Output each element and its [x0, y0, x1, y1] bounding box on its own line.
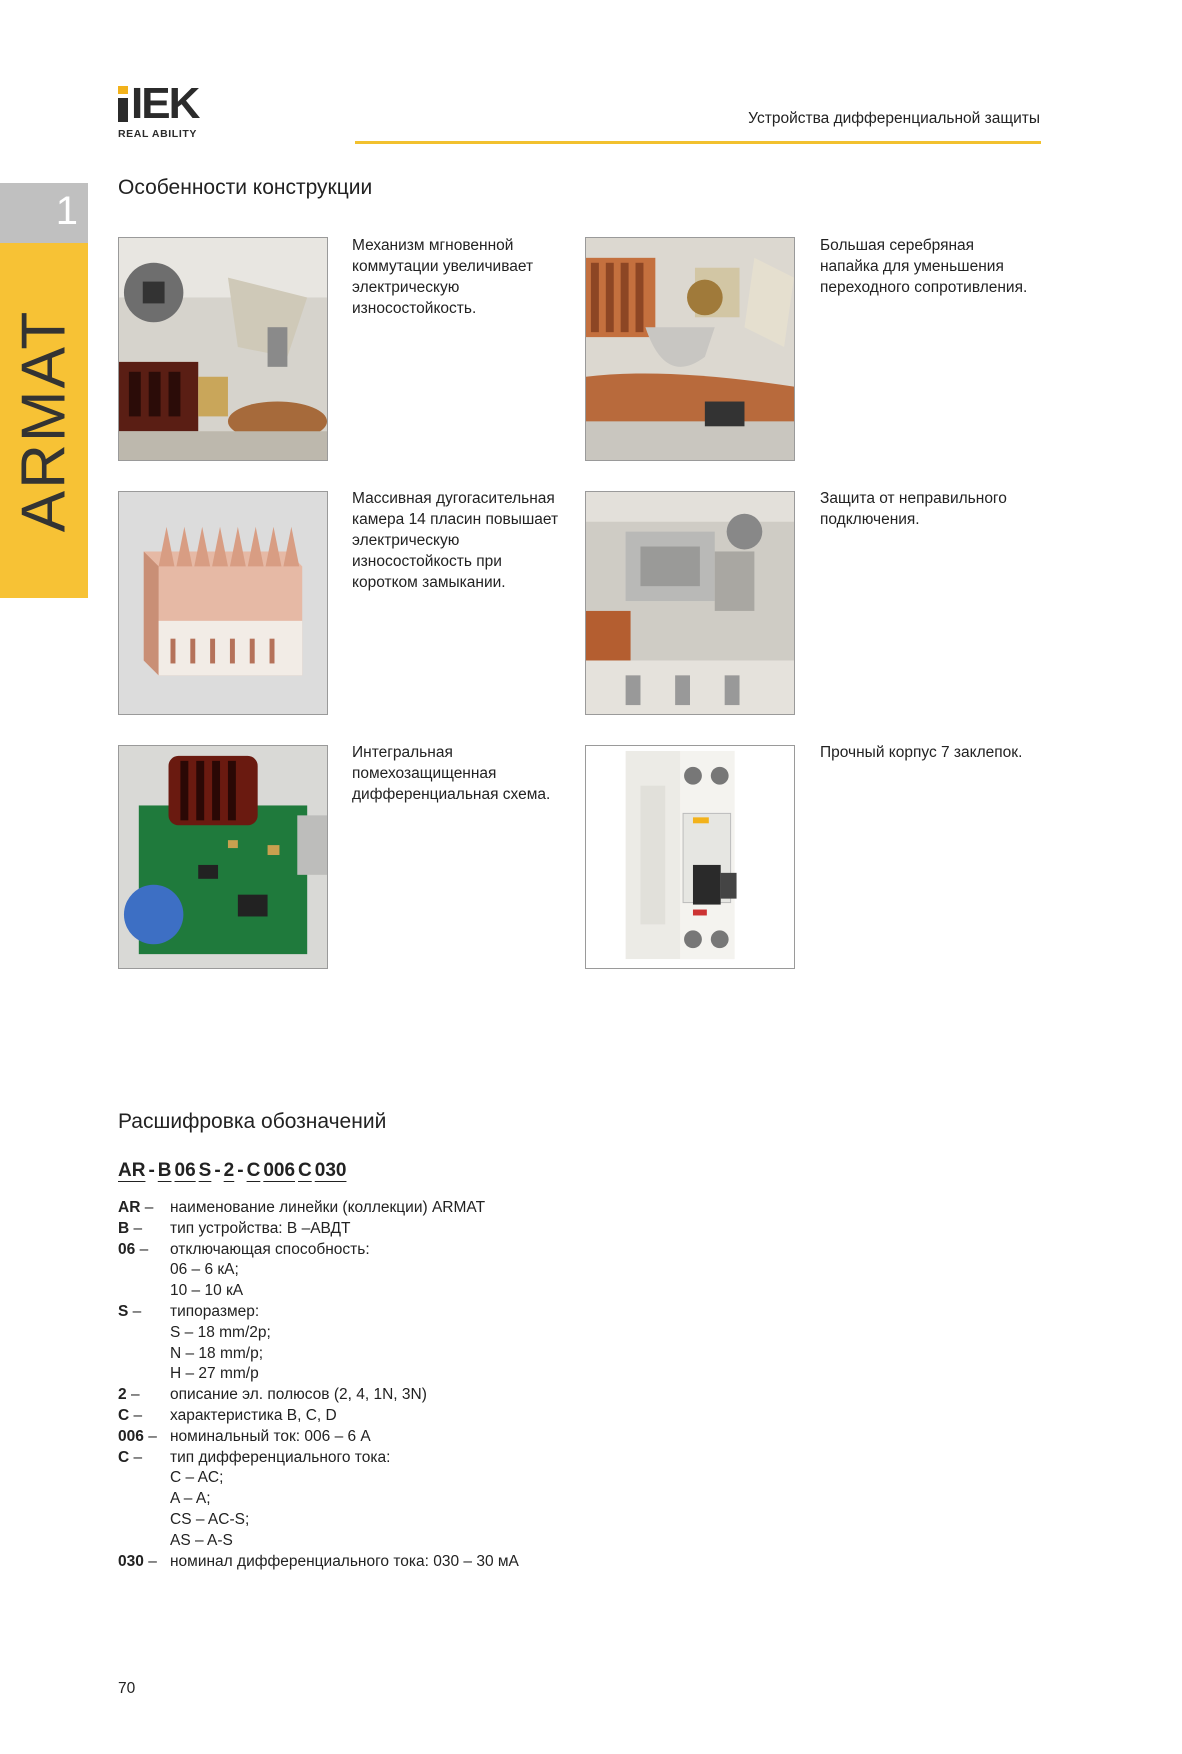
code-segment: 06	[174, 1160, 196, 1181]
feature-text-circuit: Интегральная помехозащищенная дифференциальная схема.	[352, 744, 551, 803]
code-segment: AR	[118, 1160, 146, 1181]
legend-value: тип устройства: В –АВДТ	[170, 1219, 351, 1237]
legend-value: характеристика B, C, D	[170, 1406, 337, 1424]
feature-text-contact: Большая серебряная напайка для уменьшения переходного сопротивления.	[820, 237, 1028, 296]
code-separator: -	[148, 1160, 155, 1181]
legend-row	[118, 1364, 519, 1385]
legend-key-code: C	[118, 1406, 130, 1424]
legend-row	[118, 1198, 519, 1219]
legend-value: наименование линейки (коллекции) ARMAT	[170, 1199, 486, 1216]
chapter-number-tab	[0, 183, 88, 243]
feature-photo-terminal	[585, 491, 795, 715]
code-separator: -	[214, 1160, 221, 1181]
legend-value: номинал дифференциального тока: 030 – 30 мА	[170, 1552, 519, 1570]
legend-value: описание эл. полюсов (2, 4, 1N, 3N)	[170, 1386, 427, 1404]
legend-value: 10 – 10 кА	[170, 1282, 244, 1300]
legend-key-dash: –	[148, 1427, 157, 1445]
legend-value: тип дифференциального тока:	[170, 1448, 391, 1466]
header-title: Устройства дифференциальной защиты	[748, 110, 1040, 127]
feature-text-arc-chute: Массивная дугогасительная камера 14 пласин повышает электрическую износостойкость при коротком замыкании.	[352, 490, 559, 591]
legend-row	[118, 1302, 519, 1323]
code-segment: 030	[314, 1160, 347, 1181]
legend-key-code: 030	[118, 1552, 144, 1570]
legend-key-code: C	[118, 1448, 130, 1466]
code-segment: 006	[263, 1160, 296, 1181]
logo-brand: IEK	[131, 79, 199, 128]
legend-value: номинальный ток: 006 – 6 А	[170, 1427, 371, 1445]
legend-key-code: B	[118, 1219, 130, 1237]
legend-key	[118, 1510, 170, 1531]
series-name: ARMAT	[9, 309, 79, 532]
header-rule	[355, 141, 1041, 144]
feature-photo-device	[585, 745, 795, 969]
legend-key	[118, 1385, 170, 1406]
legend-key-dash: –	[148, 1552, 157, 1570]
legend-row	[118, 1344, 519, 1365]
legend-key-code: 2	[118, 1386, 127, 1404]
legend-row	[118, 1281, 519, 1302]
feature-text-terminal: Защита от неправильного подключения.	[820, 490, 1007, 528]
legend-key-code: AR	[118, 1199, 141, 1216]
legend-key	[118, 1427, 170, 1448]
legend-row	[118, 1489, 519, 1510]
code-segment: C	[298, 1160, 312, 1181]
legend-key	[118, 1323, 170, 1344]
legend-key	[118, 1240, 170, 1261]
feature-photo-arc-chute	[118, 491, 328, 715]
decoding-title: Расшифровка обозначений	[118, 1110, 387, 1133]
legend-key	[118, 1531, 170, 1552]
legend-key	[118, 1489, 170, 1510]
legend-value: C – AC;	[170, 1469, 224, 1487]
designation-legend	[118, 1198, 519, 1572]
legend-key-dash: –	[130, 1386, 140, 1404]
code-segment: S	[198, 1160, 212, 1181]
legend-row	[118, 1385, 519, 1406]
code-separator: -	[237, 1160, 244, 1181]
legend-key	[118, 1281, 170, 1302]
legend-key	[118, 1219, 170, 1240]
series-tab	[0, 243, 88, 598]
designation-code	[118, 1160, 346, 1182]
legend-value: S – 18 mm/2p;	[170, 1323, 271, 1341]
page-number: 70	[118, 1680, 136, 1697]
legend-key-dash: –	[132, 1302, 142, 1320]
legend-key	[118, 1344, 170, 1365]
legend-row	[118, 1468, 519, 1489]
logo-i-mark	[118, 86, 128, 122]
legend-value: H – 27 mm/p	[170, 1365, 259, 1383]
legend-row	[118, 1219, 519, 1240]
legend-row	[118, 1406, 519, 1427]
legend-value: CS – AC-S;	[170, 1510, 250, 1528]
logo-tagline: REAL ABILITY	[118, 128, 197, 140]
legend-key	[118, 1198, 170, 1219]
legend-value: 06 – 6 кА;	[170, 1261, 239, 1279]
legend-key-dash: –	[133, 1448, 143, 1466]
legend-value: N – 18 mm/p;	[170, 1344, 264, 1362]
legend-row	[118, 1510, 519, 1531]
legend-key-dash: –	[133, 1406, 143, 1424]
feature-text-mechanism: Механизм мгновенной коммутации увеличивает электрическую износостойкость.	[352, 237, 534, 317]
legend-row	[118, 1531, 519, 1552]
legend-key-dash: –	[139, 1240, 149, 1258]
legend-key-dash: –	[144, 1199, 154, 1216]
legend-value: типоразмер:	[170, 1302, 260, 1320]
feature-photo-circuit	[118, 745, 328, 969]
code-segment: B	[157, 1160, 172, 1181]
legend-row	[118, 1323, 519, 1344]
feature-text-device: Прочный корпус 7 заклепок.	[820, 744, 1023, 761]
legend-row	[118, 1240, 519, 1261]
legend-key-code: S	[118, 1302, 129, 1320]
feature-photo-contact	[585, 237, 795, 461]
legend-value: отключающая способность:	[170, 1240, 370, 1258]
legend-key	[118, 1552, 170, 1573]
legend-key	[118, 1448, 170, 1469]
legend-key	[118, 1260, 170, 1281]
legend-row	[118, 1427, 519, 1448]
code-segment: 2	[223, 1160, 235, 1181]
legend-key	[118, 1302, 170, 1323]
legend-key-code: 06	[118, 1240, 136, 1258]
legend-row	[118, 1448, 519, 1469]
legend-key-code: 006	[118, 1427, 144, 1445]
features-title: Особенности конструкции	[118, 176, 373, 199]
legend-value: A – A;	[170, 1490, 211, 1508]
chapter-number: 1	[55, 189, 78, 233]
legend-key-dash: –	[133, 1219, 143, 1237]
feature-photo-mechanism	[118, 237, 328, 461]
legend-value: AS – A-S	[170, 1531, 233, 1549]
legend-row	[118, 1552, 519, 1573]
code-segment: C	[246, 1160, 261, 1181]
iek-logo	[118, 79, 208, 146]
legend-row	[118, 1260, 519, 1281]
legend-key	[118, 1468, 170, 1489]
legend-key	[118, 1364, 170, 1385]
legend-key	[118, 1406, 170, 1427]
